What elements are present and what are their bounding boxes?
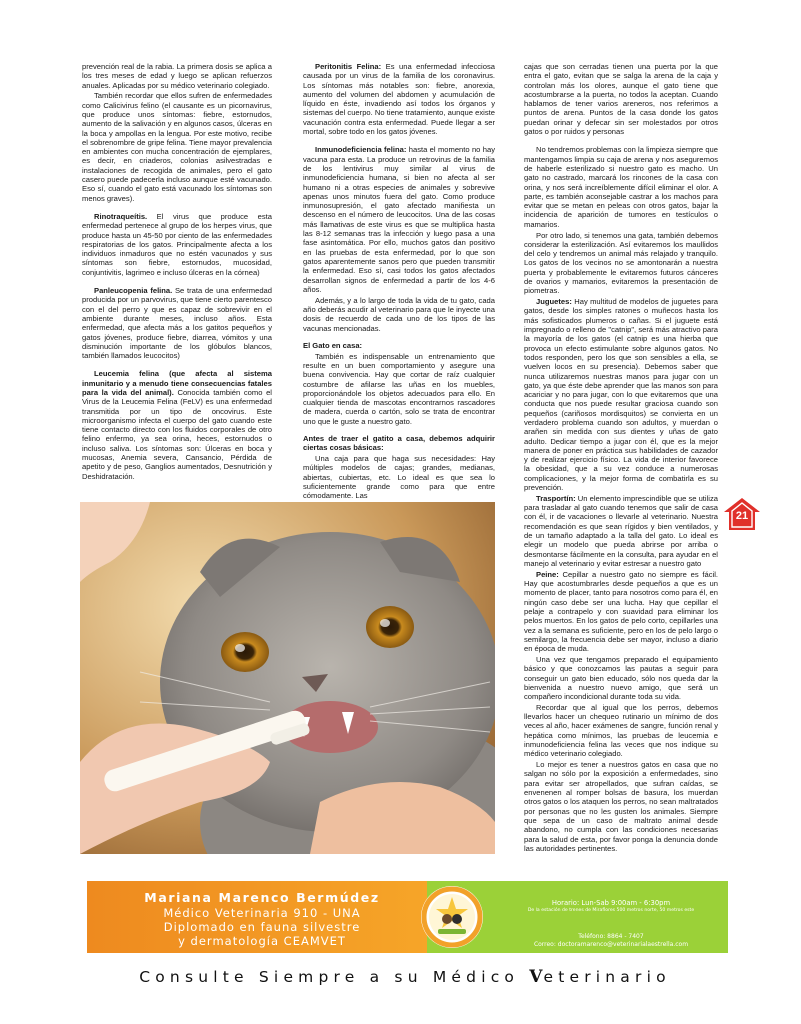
paragraph-body: Se trata de una enfermedad producida por un parvovirus, que tiene cierto parentesco con el del perro y que es capaz de sobrevivir en el ambiente durante meses, incluso años. Esta enfermedad, que afecta más a los gatitos pequeños y gatos jóvenes, produce fiebre, diarrea, vómitos y una disminución importante de los glóbulos blancos, también llamados leucocitos): [82, 286, 272, 361]
paragraph-body: hasta el momento no hay vacuna para esta. La produce un retrovirus de la familia de los lentivirus muy similar al virus de inmunodeficiencia humana, si bien no afecta al ser humano ni a otras especies de animales y sobrevive apenas unos minutos fuera del gato. Como produce inmunosupresión, el gato afectado manifiesta un descenso en el número de leucocitos. Una de las cosas más llamativas de este virus es que se multiplica hasta las 8-12 semanas tras la infección y luego pasa a una fase asintomática. Por ello, muchos gatos dan positivo en las pruebas de esta enfermedad, por lo que son gatos aparentemente sanos pero que pueden transmitir la enfermedad. Eso sí, casi todos los gatos afectados desarrollan signos de enfermedad a partir de los 4-6 años.: [303, 145, 495, 294]
paragraph: [82, 212, 272, 277]
paragraph: Una vez que tengamos preparado el equipamiento básico y que conozcamos las pautas a seguir para conseguir un gato bien educado, sólo nos queda dar la bienvenida a nuestro nuevo amigo, que será un compañero incondicional durante toda su vida.: [524, 654, 718, 702]
ad-credential: Médico Veterinaria 910 - UNA: [163, 906, 361, 920]
section-heading: Antes de traer el gatito a casa, debemos adquirir ciertas cosas básicas:: [303, 433, 495, 453]
page-number: 21: [735, 510, 749, 522]
paragraph: prevención real de la rabia. La primera dosis se aplica a los tres meses de edad y luego se aplican refuerzos anuales. Aplicadas por su médico veterinario colegiado.: [82, 62, 272, 90]
article-column-1: [82, 62, 272, 502]
paragraph-title: Inmunodeficiencia felina:: [315, 145, 407, 155]
paragraph-body: Hay multitud de modelos de juguetes para gatos, desde los simples ratones o muñecos hasta los más sofisticados plumeros o cañas. Si el juguete está impregnado o relleno de "catnip", será más atractivo para la mayoría de los gatos (el catnip es una hierba que provoca un efecto estimulante sobre algunos gatos. No todos responden, pero los que son sensibles a ella, se vuelven locos en su presencia). Debemos saber que nunca utilizaremos nuestras manos para jugar con un gato, ya que éste debe aprender que las manos son para acariciar y no para jugar, con lo que evitaremos que una conducta que nos puede resultar graciosa cuando son pequeños (cariñosos mordisquitos) se convierta en un verdadero problema cuando son adultos, y muerdan o arañen sin medida con sus dientes y uñas de gato adulto. Dedicar tiempo a jugar con él, que es la mejor manera de poner en práctica sus habilidades de cazador y de realizar ejercicio físico. La vida de interior favorece la obesidad, que a su vez conduce a numerosas complicaciones, y la mejor forma de combatirla es su prevención.: [524, 297, 718, 493]
page-number-badge: [722, 496, 762, 532]
article-column-3: [524, 62, 718, 852]
paragraph: Además, y a lo largo de toda la vida de tu gato, cada año deberás acudir al veterinario para que le inyecte una dosis de recuerdo de cada uno de los tipos de las vacunas mencionadas.: [303, 295, 495, 333]
paragraph: [303, 145, 495, 294]
paragraph-title: Peine:: [536, 569, 559, 579]
ad-vet-name: Mariana Marenco Bermúdez: [144, 890, 380, 905]
paragraph-body: Cepillar a nuestro gato no siempre es fácil. Hay que acostumbrarles desde pequeños a que es un momento de placer, tanto para nosotros como para él, en ningún caso debe ser una lucha. Hay que cepillar el pelaje a contrapelo y con suavidad para eliminar los pelos muertos. En los gatos de pelo corto, cepillarles una vez a la semana es suficiente, pero en los de pelo largo o semilargo, la frecuencia debe ser mayor, incluso a diario en época de muda.: [524, 569, 718, 654]
ad-credential: Diplomado en fauna silvestre: [163, 920, 361, 934]
section-heading: El Gato en casa:: [303, 340, 363, 350]
article-column-2: [303, 62, 495, 502]
paragraph: Recordar que al igual que los perros, debemos llevarlos hacer un chequeo rutinario un mínimo de dos veces al año, hacer exámenes de sangre, función renal y hepática como mínimos, las pruebas de leucemia e inmunodeficiencia felina las veces que nos indique su médico veterinario colegiado.: [524, 702, 718, 759]
paragraph-title: Rinotraqueítis.: [94, 211, 148, 221]
ad-address: De la estación de trenes de Miraflores 500 metros norte, 50 metros este: [527, 908, 695, 913]
ad-credential: y dermatología CEAMVET: [178, 934, 346, 948]
paragraph: Por otro lado, si tenemos una gata, también debemos considerar la esterilización. Así evitaremos los maullidos del celo y tendremos un animal más relajado y tranquilo. Los gatos de los vecinos no se amontonarán a nuestra puerta y probablemente le evitaremos futuros cánceres de ovarios y mamarios, evitaremos la presentación de piometras.: [524, 230, 718, 296]
paragraph-body: Un elemento imprescindible que se utiliza para trasladar al gato cuando tenemos que salir de casa con él, ir de vacaciones o llevarle al veterinario. Nuestra recomendación es que sean rígidos y bien ventilados, y de un tamaño adaptado a la talla del gato. Lo ideal es elegir un modelo que pueda abrirse por arriba o desmontarse fácilmente en la consulta, para ayudar en el manejo al veterinario y evitar estresar a nuestro gato: [524, 493, 718, 568]
paragraph-title: Peritonitis Felina:: [315, 62, 382, 71]
ad-left-panel: [87, 881, 427, 953]
ad-phone: Teléfono: 8864 - 7407: [578, 933, 644, 940]
paragraph: [524, 297, 718, 492]
paragraph-title: Trasportín:: [536, 493, 576, 503]
ad-hours: Horario: Lun-Sab 9:00am - 6:30pm: [551, 899, 671, 907]
paragraph: [524, 570, 718, 654]
tagline-v-logo: V: [529, 967, 543, 987]
tagline-text: Consulte Siempre a su Médico: [139, 968, 530, 986]
paragraph-title: Juguetes:: [536, 297, 572, 307]
paragraph: Lo mejor es tener a nuestros gatos en casa que no salgan no sólo por la exposición a enfermedades, sino para evitar ser atropellados, que sufran caídas, se envenenen al romper bolsas de basura, los muerdan otros gatos o los ataquen los perros, no sean maltratados por personas que no les gusten los animales. Siempre que sepa de un caso de maltrato animal desde abandono, no cumpla con las condiciones necesarias para la salud de esta, por favor ponga la denuncia donde las autoridades pertinentes.: [524, 760, 718, 852]
clinic-logo: [420, 885, 484, 949]
paragraph: [82, 369, 272, 481]
paragraph-title: Panleucopenia felina.: [94, 286, 173, 296]
paragraph: [82, 286, 272, 360]
paragraph: No tendremos problemas con la limpieza siempre que mantengamos limpia su caja de arena y nos aseguremos de haberle esterilizado si nuestro gato es macho. Un gato no castrado, marcará los rincones de la casa con orina, y nos será increíblemente difícil eliminar el olor. A parte, es también aconsejable castrar a los machos para evitar que se metan en peleas con otros gatos, bajar la incidencia de aparición de tumores en testículos o mamarios.: [524, 145, 718, 229]
ad-email: Correo: doctoramarenco@veterinarialaestrella.com: [533, 941, 689, 948]
cat-photo: [80, 502, 495, 854]
paragraph-title-rest: (que afecta al sistema inmunitario y a menudo tiene consecuencias fatales para la vida del animal).: [82, 369, 272, 397]
paragraph-body: El virus que produce esta enfermedad pertenece al grupo de los herpes virus, que produce hasta un 45-50 por ciento de las enfermedades respiratorias de los gatos. Principalmente afecta a los individuos inmaduros que no estén vacunados y sus síntomas son fiebre, estornudos, mucosidad, conjuntivitis, lagrimeo e incluso úlceras en la córnea): [82, 211, 272, 277]
paragraph: cajas que son cerradas tienen una puerta por la que entra el gato, evitan que se salga la arena de la caja y controlan más los olores, aunque el gato tiene que acostumbrarse a la puerta, no todos la aceptan. Cuando hablamos de tener varios areneros, nos referimos a puntos de arena. Puntos de la casa donde los gatos puedan orinar y defecar sin ser molestados por otros gatos o por ruidos y personas: [524, 62, 718, 137]
cat-feeding-illustration: [80, 502, 495, 854]
paragraph: También recordar que ellos sufren de enfermedades como Calicivirus felino (el causante es un picornavirus, que produce unos síntomas: fiebre, estornudos, aumento de la salivación y en algunos casos, úlceras en la boca y ampollas en la lengua. Por este motivo, recibe el sobrenombre de gripe felina. Tiene mayor prevalencia en ambientes con mucha concentración de ejemplares, es decir, en criaderos, colonias asilvestradas e instalaciones de recogida de animales, pero el gato casero puede padecerla incluso aunque esté vacunado. Eso sí, cuando el gato está vacunado los síntomas son menos graves).: [82, 91, 272, 203]
paragraph: [303, 62, 495, 136]
paragraph-body: Conocida también como el Virus de la Leucemia Felina (FeLV) es una enfermedad transmitida por un tipo de oncovirus. Este microorganismo infecta el cuerpo del gato cuando este tiene contacto directo con los fluidos corporales de otro felino enfermo, ya sea orina, heces, estornudos o incluso saliva. Los síntomas son: Úlceras en boca y mucosas, Anemia severa, Cansancio, Pérdida de apetito y de peso, Ganglios aumentados, Desnutrición y Deshidratación.: [82, 388, 272, 481]
paragraph: [524, 494, 718, 568]
tagline-text-end: eterinario: [543, 968, 671, 986]
footer-ad: [87, 881, 728, 953]
paragraph-title: Leucemia felina: [94, 369, 159, 379]
paragraph-body: Es una enfermedad infecciosa causada por un virus de la familia de los coronavirus. Los síntomas más notables son: fiebre, anorexia, aumento del volumen del abdomen y acumulación de líquido en éste, invadiendo así todos los órganos y sistemas del cuerpo. No tiene tratamiento, aunque existe vacunación contra esta enfermedad. Puede llegar a ser mortal, sobre todo en los gatos jóvenes.: [303, 62, 495, 137]
paragraph: Una caja para que haga sus necesidades: Hay múltiples modelos de cajas; grandes, medianas, abiertas, cubiertas, etc. Lo ideal es que sea lo suficientemente grande como para que entre cómodamente. Las: [303, 454, 495, 501]
paragraph: También es indispensable un entrenamiento que resulte en un buen comportamiento y asegure una buena convivencia. Hay que cortar de raíz cualquier costumbre de afilarse las uñas en los muebles, proporcionándole los objetos adecuados para ello. En cualquier tienda de mascotas encontrarnos rascadores de madera, cuerda o cartón, solo se trata de encontrar uno que le guste a nuestro gato.: [303, 351, 495, 426]
tagline: [80, 967, 730, 991]
